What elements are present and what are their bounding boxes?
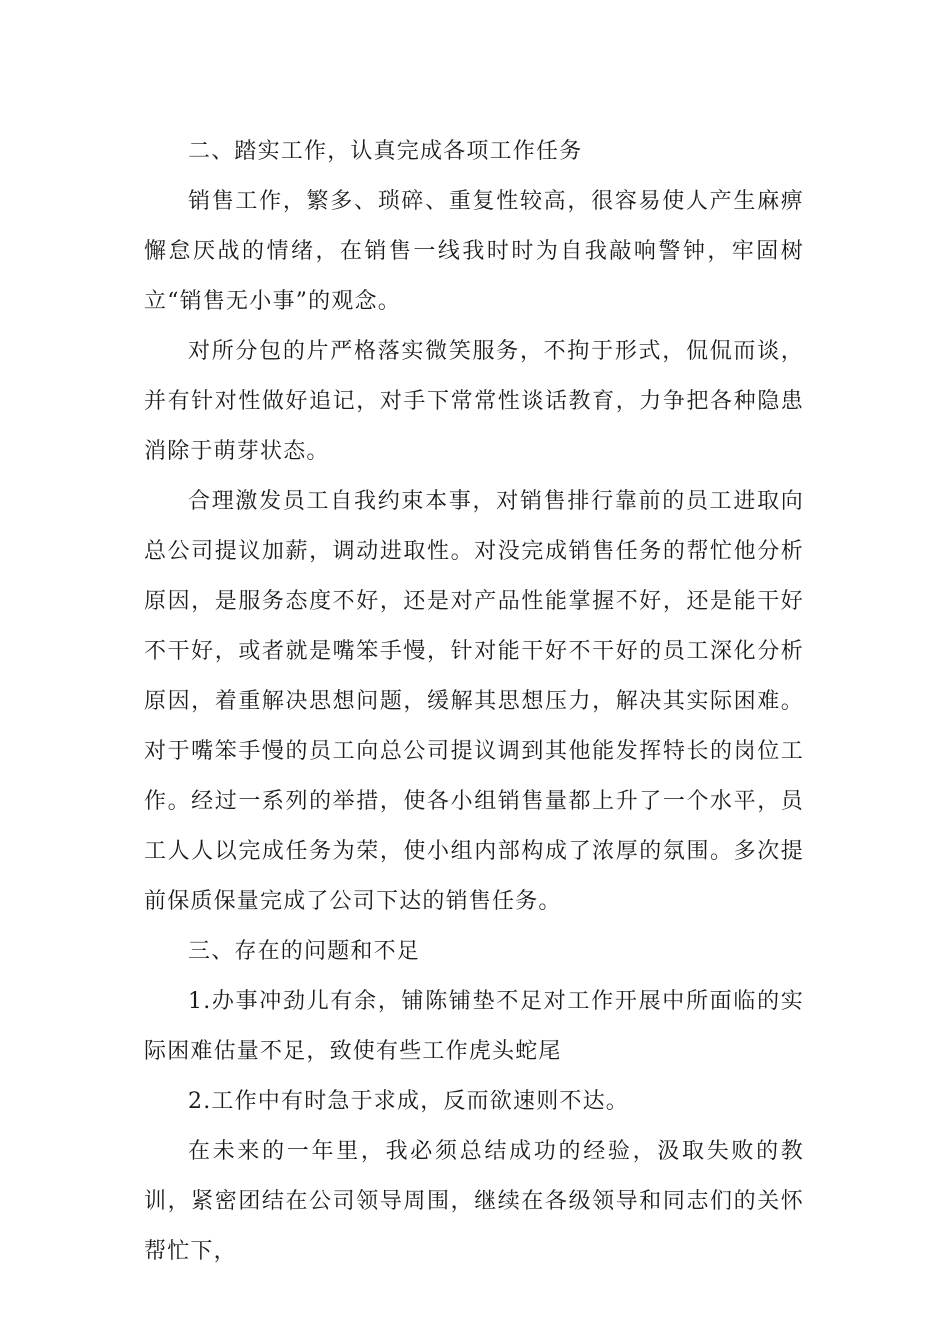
paragraph-smile-service: 对所分包的片严格落实微笑服务，不拘于形式，侃侃而谈，并有针对性做好追记，对手下常常性谈话教育，力争把各种隐患消除于萌芽状态。 xyxy=(144,339,804,464)
paragraph-future-plan: 在未来的一年里，我必须总结成功的经验，汲取失败的教训，紧密团结在公司领导周围，继续在各级领导和同志们的关怀帮忙下， xyxy=(144,1139,804,1264)
section-heading-problems: 三、存在的问题和不足 xyxy=(188,939,421,964)
section-heading-work: 二、踏实工作，认真完成各项工作任务 xyxy=(188,139,583,164)
document-body xyxy=(144,127,804,1277)
list-item-problem-2: 2.工作中有时急于求成，反而欲速则不达。 xyxy=(188,1089,629,1114)
list-item-problem-1: 1.办事冲劲儿有余，铺陈铺垫不足对工作开展中所面临的实际困难估量不足，致使有些工作虎头蛇尾 xyxy=(144,989,804,1064)
paragraph-staff-motivation: 合理激发员工自我约束本事，对销售排行靠前的员工进取向总公司提议加薪，调动进取性。对没完成销售任务的帮忙他分析原因，是服务态度不好，还是对产品性能掌握不好，还是能干好不干好，或者就是嘴笨手慢，针对能干好不干好的员工深化分析原因，着重解决思想问题，缓解其思想压力，解决其实际困难。对于嘴笨手慢的员工向总公司提议调到其他能发挥特长的岗位工作。经过一系列的举措，使各小组销售量都上升了一个水平，员工人人以完成任务为荣，使小组内部构成了浓厚的氛围。多次提前保质保量完成了公司下达的销售任务。 xyxy=(144,489,804,914)
paragraph-sales-work: 销售工作，繁多、琐碎、重复性较高，很容易使人产生麻痹懈怠厌战的情绪，在销售一线我时时为自我敲响警钟，牢固树立“销售无小事”的观念。 xyxy=(144,189,804,314)
